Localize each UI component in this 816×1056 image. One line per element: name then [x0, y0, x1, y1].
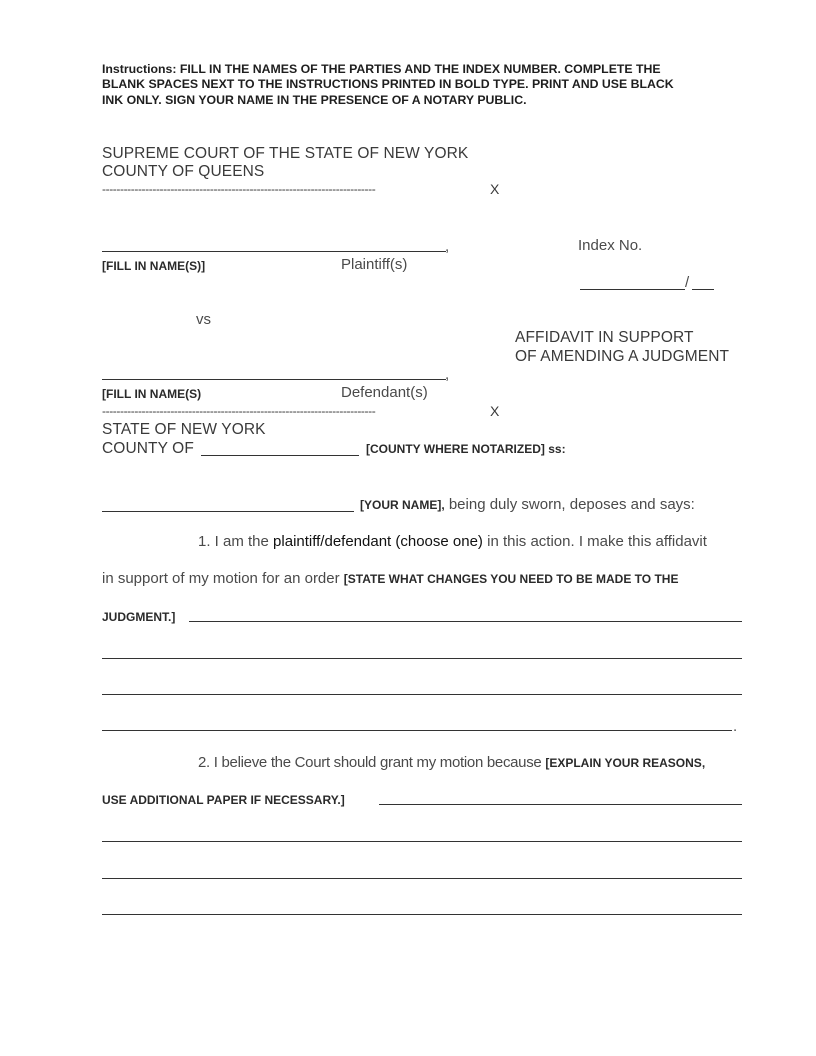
changes-blank-2[interactable] — [102, 658, 742, 659]
changes-blank-4[interactable] — [102, 730, 732, 731]
plaintiff-fill-label: [FILL IN NAME(S)] — [102, 259, 206, 273]
deponent-line — [360, 496, 695, 513]
index-number-slash: / — [685, 274, 690, 291]
document-title-line-1: AFFIDAVIT IN SUPPORT — [515, 329, 694, 346]
instructions-line-3: INK ONLY. SIGN YOUR NAME IN THE PRESENCE OF A NOTARY PUBLIC. — [102, 93, 527, 107]
venue-state: STATE OF NEW YORK — [102, 421, 266, 438]
changes-period: . — [733, 718, 738, 735]
reasons-blank-4[interactable] — [102, 914, 742, 915]
defendant-comma: , — [445, 366, 450, 383]
caption-dash-line-top: ---------------------------------------------------------------------------- — [102, 182, 376, 196]
reasons-blank-2[interactable] — [102, 841, 742, 842]
your-name-blank[interactable] — [102, 511, 354, 512]
paragraph-2-text: 2. I believe the Court should grant my motion because — [198, 754, 546, 771]
caption-x-mark-top: X — [490, 181, 500, 197]
state-changes-label: [STATE WHAT CHANGES YOU NEED TO BE MADE TO THE — [343, 572, 679, 586]
caption-dash-line-bottom: ---------------------------------------------------------------------------- — [102, 404, 376, 418]
sworn-text: being duly sworn, deposes and says: — [444, 496, 695, 513]
plaintiff-role: Plaintiff(s) — [341, 256, 408, 273]
party-choice-text: plaintiff/defendant (choose one) — [273, 533, 483, 550]
your-name-label: [YOUR NAME], — [360, 498, 445, 512]
additional-paper-label: USE ADDITIONAL PAPER IF NECESSARY.] — [102, 793, 345, 807]
versus-label: vs — [196, 311, 211, 328]
reasons-blank-1[interactable] — [379, 804, 742, 805]
county-fill-label: [COUNTY WHERE NOTARIZED] ss: — [366, 442, 566, 456]
index-number-blank[interactable] — [580, 289, 685, 290]
paragraph-2-line-1 — [198, 754, 705, 771]
paragraph-1-line-2-text: in support of my motion for an order — [102, 570, 344, 587]
paragraph-1-line-1 — [198, 533, 707, 550]
explain-reasons-label: [EXPLAIN YOUR REASONS, — [545, 756, 706, 770]
document-title-line-2: OF AMENDING A JUDGMENT — [515, 348, 730, 365]
paragraph-1-intro: 1. I am the — [198, 533, 274, 550]
reasons-blank-3[interactable] — [102, 878, 742, 879]
court-name: SUPREME COURT OF THE STATE OF NEW YORK — [102, 145, 469, 162]
paragraph-1-line-2 — [102, 570, 678, 587]
index-number-label: Index No. — [578, 237, 643, 254]
venue-county-of: COUNTY OF — [102, 440, 194, 457]
paragraph-1-rest: in this action. I make this affidavit — [482, 533, 707, 550]
caption-x-mark-bottom: X — [490, 403, 500, 419]
court-county: COUNTY OF QUEENS — [102, 163, 265, 180]
defendant-role: Defendant(s) — [341, 384, 428, 401]
judgment-label: JUDGMENT.] — [102, 610, 176, 624]
plaintiff-comma: , — [445, 238, 450, 255]
defendant-name-blank[interactable] — [102, 379, 446, 380]
changes-blank-1[interactable] — [189, 621, 742, 622]
county-blank[interactable] — [201, 455, 359, 456]
defendant-fill-label: [FILL IN NAME(S) — [102, 387, 202, 401]
index-year-blank[interactable] — [692, 289, 714, 290]
instructions-line-2: BLANK SPACES NEXT TO THE INSTRUCTIONS PRINTED IN BOLD TYPE. PRINT AND USE BLACK — [102, 77, 674, 91]
changes-blank-3[interactable] — [102, 694, 742, 695]
instructions-line-1: Instructions: FILL IN THE NAMES OF THE PARTIES AND THE INDEX NUMBER. COMPLETE THE — [102, 62, 661, 76]
plaintiff-name-blank[interactable] — [102, 251, 446, 252]
